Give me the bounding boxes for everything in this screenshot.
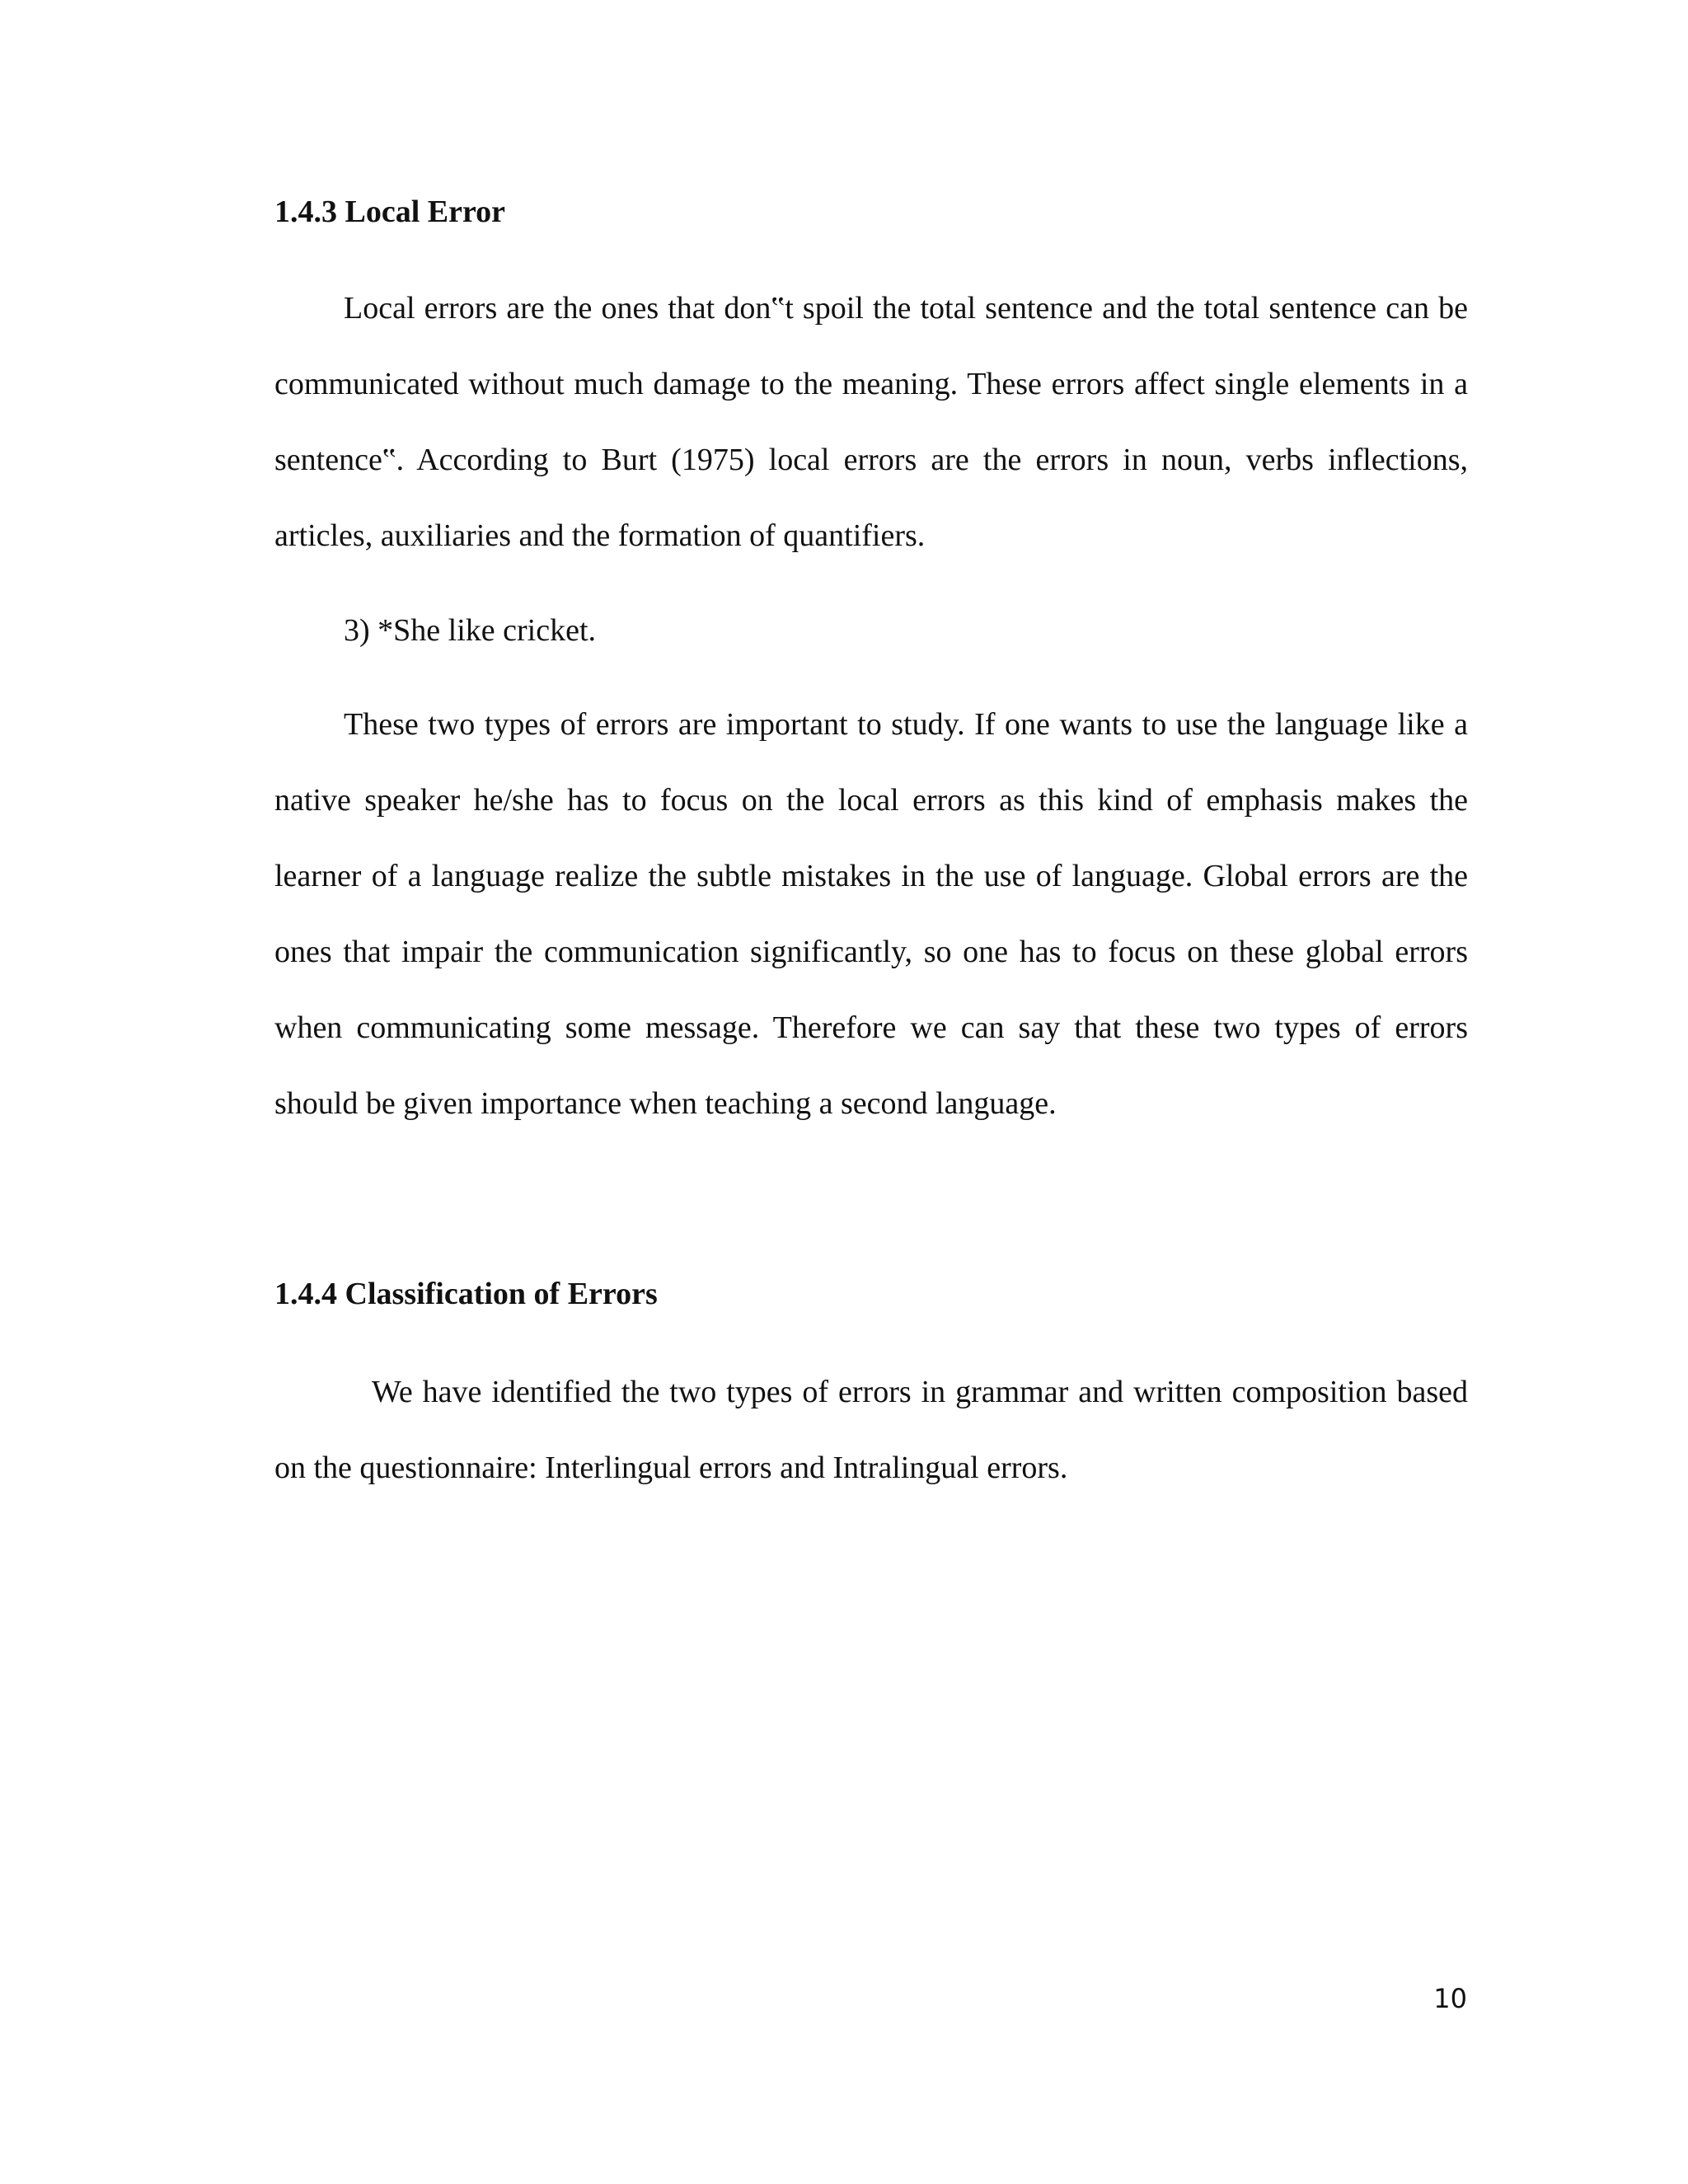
page-number: 10 bbox=[1433, 1983, 1467, 2014]
section-heading-local-error: 1.4.3 Local Error bbox=[274, 194, 506, 229]
example-sentence: 3) *She like cricket. bbox=[344, 613, 597, 648]
paragraph-local-errors-definition: Local errors are the ones that don‟t spoil the total sentence and the total sentence can be communicated without much damage to the meaning. These errors affect single elements in a sentence‟. According to Burt (1975) local errors are the errors in noun, verbs inflections, articles, auxiliaries and the formation of quantifiers. bbox=[274, 291, 1468, 553]
paragraph-error-types-importance: These two types of errors are important to study. If one wants to use the language like a native speaker he/she has to focus on the local errors as this kind of emphasis makes the learner of a language realize the subtle mistakes in the use of language. Global errors are the ones that impair the communication significantly, so one has to focus on these global errors when communicating some message. Therefore we can say that these two types of errors should be given importance when teaching a second language. bbox=[274, 707, 1468, 1121]
paragraph-classification-intro: We have identified the two types of errors in grammar and written composition based on the questionnaire: Interlingual errors and Intralingual errors. bbox=[274, 1375, 1468, 1485]
section-heading-classification-of-errors: 1.4.4 Classification of Errors bbox=[274, 1277, 658, 1311]
